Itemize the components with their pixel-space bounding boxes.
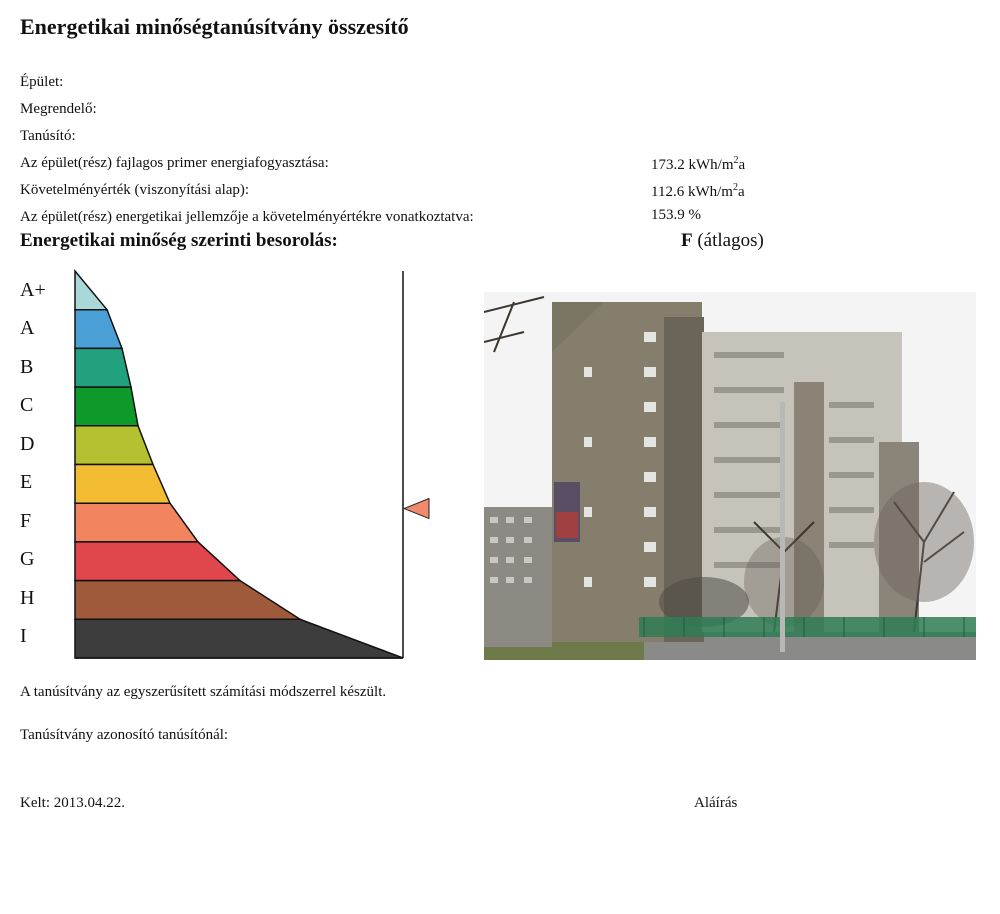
scale-band-c: [75, 387, 138, 426]
scale-label-e: E: [20, 471, 33, 493]
field-building-label: Épület:: [20, 74, 64, 90]
metric-requirement-label: Követelményérték (viszonyítási alap):: [20, 182, 250, 198]
metric-primary-energy-label: Az épület(rész) fajlagos primer energiafogyasztása:: [20, 155, 329, 171]
signature-label: Aláírás: [694, 795, 738, 811]
scale-label-f: F: [20, 510, 32, 532]
scale-band-a: [75, 310, 122, 349]
scale-label-b: B: [20, 356, 34, 378]
metric-ratio-label: Az épület(rész) energetikai jellemzője a követelményértékre vonatkoztatva:: [20, 209, 474, 225]
scale-band-g: [75, 542, 240, 581]
method-note: A tanúsítvány az egyszerűsített számítási módszerrel készült.: [20, 684, 387, 700]
scale-label-i: I: [20, 625, 27, 647]
scale-band-f: [75, 503, 198, 542]
scale-label-c: C: [20, 394, 34, 416]
identifier-note: Tanúsítvány azonosító tanúsítónál:: [20, 727, 229, 743]
scale-band-e: [75, 465, 170, 504]
scale-graphic: [0, 0, 480, 680]
field-certifier-label: Tanúsító:: [20, 128, 76, 144]
metric-requirement-value: 112.6 kWh/$m^2a$: [651, 182, 745, 200]
classification-heading: Energetikai minőség szerinti besorolás:: [20, 230, 338, 251]
scale-label-h: H: [20, 587, 35, 609]
scale-label-a-plus: A+: [20, 279, 46, 301]
document-title: Energetikai minőségtanúsítvány összesítő: [20, 14, 409, 39]
classification-grade: F (átlagos): [681, 230, 764, 251]
metric-ratio-value: 153.9 %: [651, 207, 701, 223]
scale-label-d: D: [20, 433, 35, 455]
scale-band-b: [75, 348, 131, 387]
scale-band-d: [75, 426, 153, 465]
scale-band-i: [75, 619, 403, 658]
energy-scale: [0, 0, 480, 680]
field-client-label: Megrendelő:: [20, 101, 97, 117]
metric-primary-energy-value: 173.2 kWh/$m^2a$: [651, 155, 746, 173]
building-photo: [484, 292, 976, 660]
issue-date: Kelt: 2013.04.22.: [20, 795, 125, 811]
current-class-marker: [404, 499, 429, 519]
scale-label-g: G: [20, 548, 35, 570]
scale-label-a: A: [20, 317, 35, 339]
scale-band-a-plus: [75, 271, 107, 310]
scale-band-h: [75, 581, 300, 620]
